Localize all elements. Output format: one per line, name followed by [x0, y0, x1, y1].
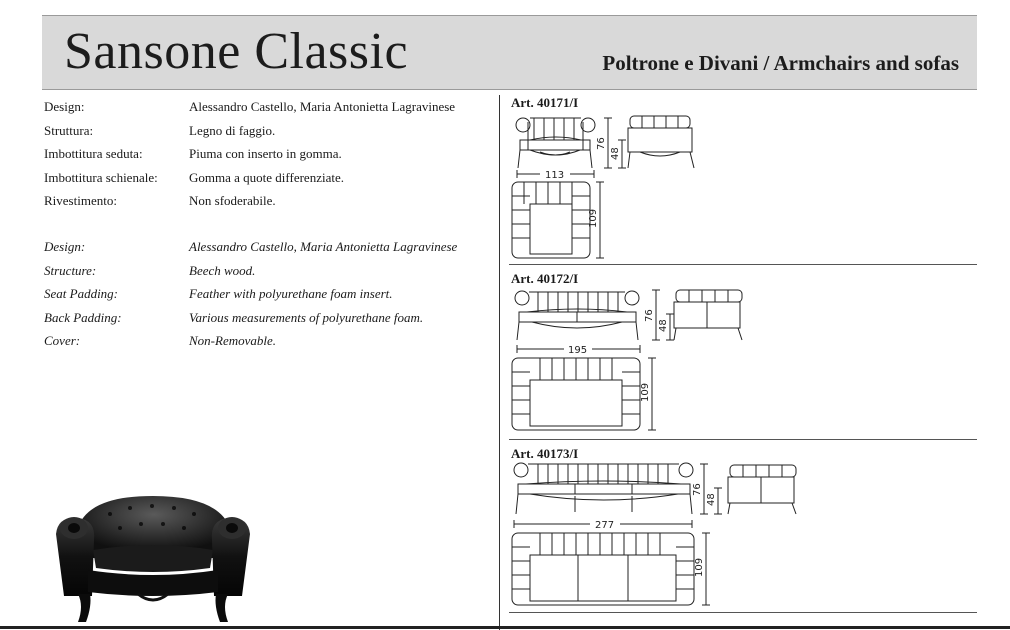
- sofa3-front-view: [514, 463, 693, 514]
- spec-value: Gomma a quote differenziate.: [189, 169, 344, 185]
- sofa2-top-view: [512, 358, 640, 430]
- dimension-seat: 48: [706, 493, 717, 506]
- spec-label: Cover:: [44, 333, 81, 348]
- dimension-seat: 48: [610, 147, 621, 160]
- spec-value: Non-Removable.: [189, 333, 277, 348]
- spec-label: Rivestimento:: [44, 193, 117, 208]
- spec-value: Piuma con inserto in gomma.: [189, 146, 342, 161]
- page-subtitle: Poltrone e Divani / Armchairs and sofas: [602, 51, 959, 75]
- article-code: Art. 40171/I: [511, 95, 579, 110]
- armchair-side-view: [628, 116, 694, 168]
- spec-label: Back Padding:: [44, 309, 122, 325]
- spec-value: Alessandro Castello, Maria Antonietta Lagravinese: [189, 239, 458, 254]
- armchair-top-view: [512, 182, 590, 258]
- spec-value: Various measurements of polyurethane foam.: [189, 309, 424, 325]
- bottom-rule: [0, 626, 1010, 629]
- spec-label: Seat Padding:: [44, 286, 119, 301]
- spec-label: Imbottitura seduta:: [44, 146, 143, 161]
- spec-label: Struttura:: [44, 122, 94, 138]
- spec-value: Non sfoderabile.: [189, 193, 276, 208]
- dimension-depth: 109: [588, 208, 599, 228]
- sofa2-front-view: [515, 291, 639, 340]
- spec-value: Beech wood.: [189, 262, 256, 278]
- sofa2-side-view: [674, 290, 742, 340]
- dimension-depth: 109: [694, 557, 705, 577]
- spec-value: Legno di faggio.: [189, 122, 276, 138]
- dimension-width: 195: [568, 345, 588, 356]
- page-title: Sansone Classic: [64, 23, 409, 80]
- dimension-width: 277: [595, 520, 615, 531]
- sofa3-top-view: [512, 533, 694, 605]
- spec-label: Imbottitura schienale:: [44, 169, 158, 185]
- spec-value: Feather with polyurethane foam insert.: [189, 286, 393, 301]
- dimension-height: 76: [692, 483, 703, 496]
- dimension-height: 76: [596, 137, 607, 150]
- dimension-height: 76: [644, 309, 655, 322]
- armchair-front-view: [516, 118, 595, 168]
- spec-value: Alessandro Castello, Maria Antonietta Lagravinese: [189, 99, 456, 114]
- spec-label: Structure:: [44, 262, 97, 278]
- dimension-seat: 48: [658, 319, 669, 332]
- spec-label: Design:: [44, 99, 85, 114]
- article-code: Art. 40173/I: [511, 446, 579, 461]
- spec-label: Design:: [44, 239, 86, 254]
- dimension-width: 113: [545, 170, 565, 181]
- sofa3-side-view: [728, 465, 796, 514]
- dimension-depth: 109: [640, 382, 651, 402]
- article-code: Art. 40172/I: [511, 271, 579, 286]
